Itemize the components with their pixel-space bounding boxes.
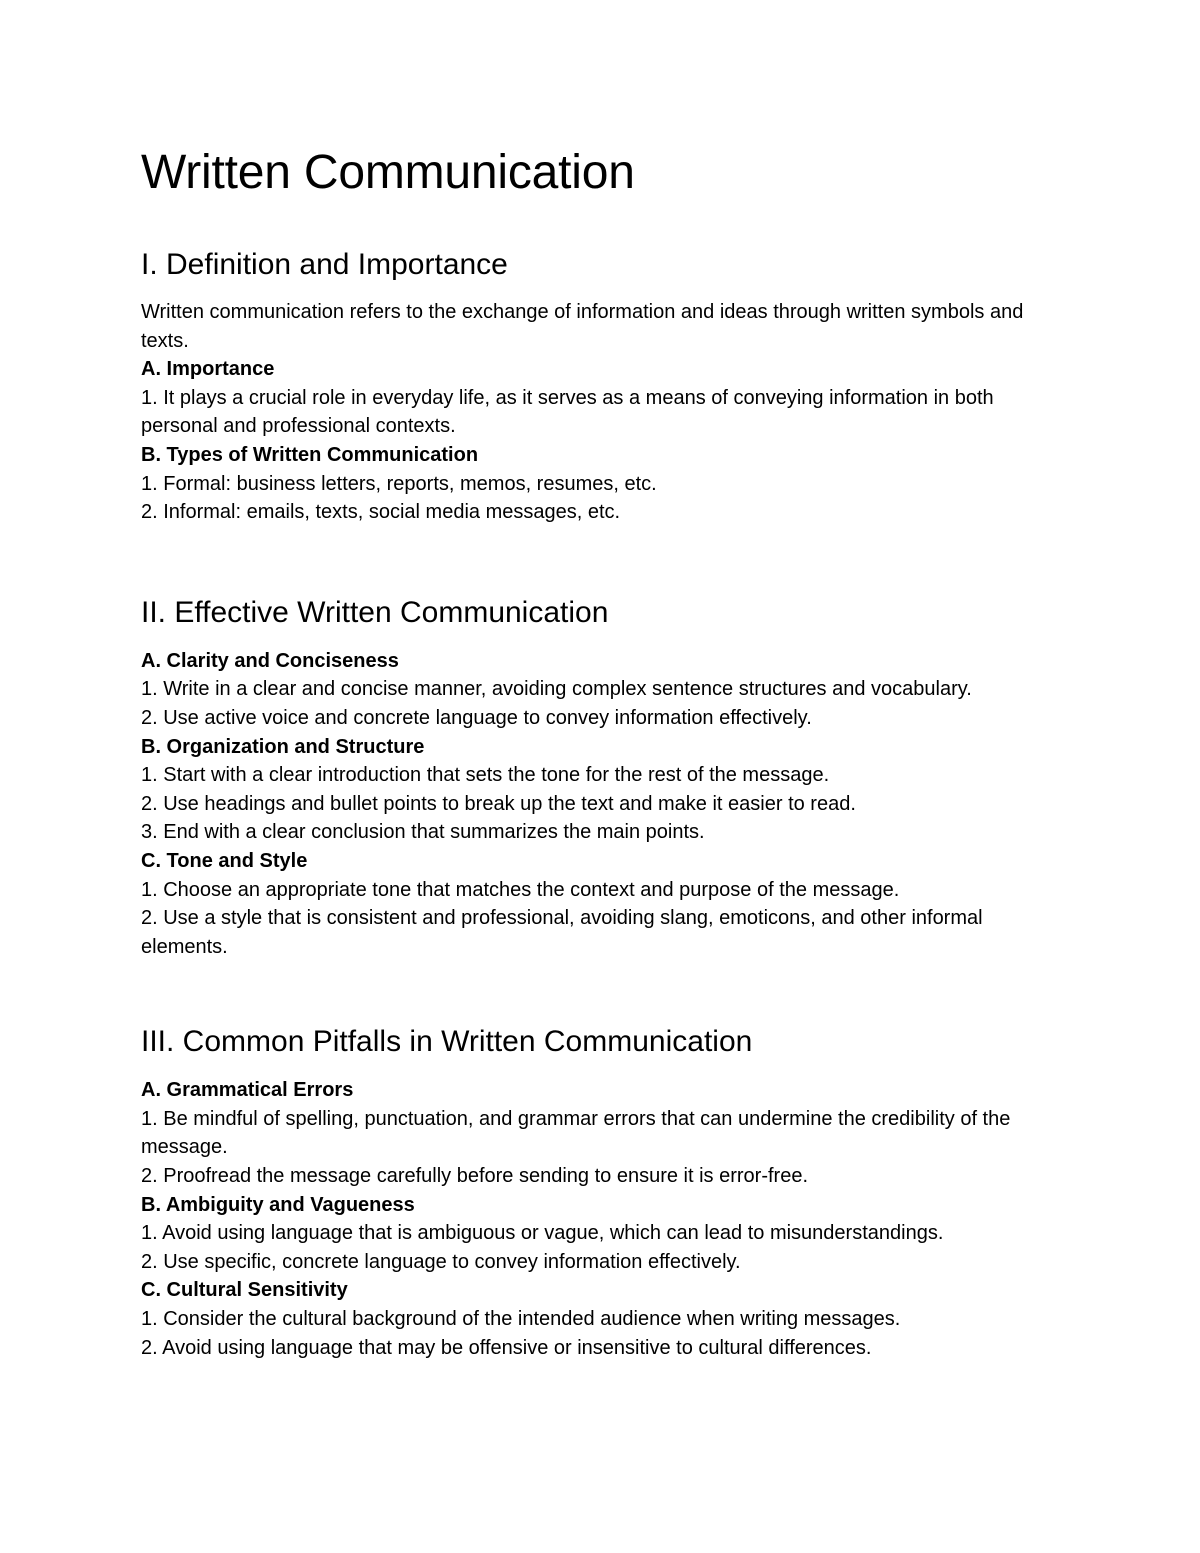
list-item: 3. End with a clear conclusion that summarizes the main points. — [141, 821, 705, 844]
subsection-heading: B. Types of Written Communication — [141, 443, 479, 466]
list-item: 1. Start with a clear introduction that sets the tone for the rest of the message. — [141, 764, 830, 787]
list-item: 1. It plays a crucial role in everyday life, as it serves as a means of conveying information in both personal and professional contexts. — [141, 386, 994, 438]
section-heading: I. Definition and Importance — [141, 248, 508, 281]
document-page — [141, 140, 1061, 1362]
subsection-heading: C. Tone and Style — [141, 849, 308, 872]
list-item: 1. Choose an appropriate tone that matches the context and purpose of the message. — [141, 878, 900, 901]
list-item: 1. Avoid using language that is ambiguous or vague, which can lead to misunderstandings. — [141, 1222, 944, 1245]
subsection-heading: B. Organization and Structure — [141, 735, 425, 758]
list-item: 1. Be mindful of spelling, punctuation, and grammar errors that can undermine the credibility of the message. — [141, 1107, 1011, 1159]
section-heading: II. Effective Written Communication — [141, 595, 609, 629]
section-common-pitfalls — [141, 1022, 1061, 1362]
subsection-heading: A. Grammatical Errors — [141, 1079, 354, 1102]
list-item: 2. Use active voice and concrete language to convey information effectively. — [141, 706, 812, 729]
list-item: 2. Avoid using language that may be offensive or insensitive to cultural differences. — [141, 1336, 872, 1359]
list-item: 1. Write in a clear and concise manner, avoiding complex sentence structures and vocabulary. — [141, 678, 972, 701]
subsection-heading: B. Ambiguity and Vagueness — [141, 1193, 415, 1216]
list-item: 2. Use specific, concrete language to convey information effectively. — [141, 1250, 741, 1273]
list-item: 2. Proofread the message carefully before sending to ensure it is error-free. — [141, 1165, 809, 1188]
section-intro: Written communication refers to the exchange of information and ideas through written symbols and texts. — [141, 301, 1024, 352]
section-definition-importance — [141, 245, 1061, 527]
list-item: 1. Formal: business letters, reports, memos, resumes, etc. — [141, 472, 657, 495]
list-item: 1. Consider the cultural background of the intended audience when writing messages. — [141, 1308, 901, 1331]
section-effective-communication — [141, 593, 1061, 962]
section-heading: III. Common Pitfalls in Written Communication — [141, 1025, 753, 1059]
list-item: 2. Informal: emails, texts, social media messages, etc. — [141, 501, 621, 524]
subsection-heading: C. Cultural Sensitivity — [141, 1279, 348, 1302]
list-item: 2. Use a style that is consistent and professional, avoiding slang, emoticons, and other informal elements. — [141, 907, 983, 958]
subsection-heading: A. Clarity and Conciseness — [141, 649, 399, 672]
document-title: Written Communication — [141, 146, 635, 199]
list-item: 2. Use headings and bullet points to break up the text and make it easier to read. — [141, 792, 856, 815]
subsection-heading: A. Importance — [141, 358, 275, 381]
